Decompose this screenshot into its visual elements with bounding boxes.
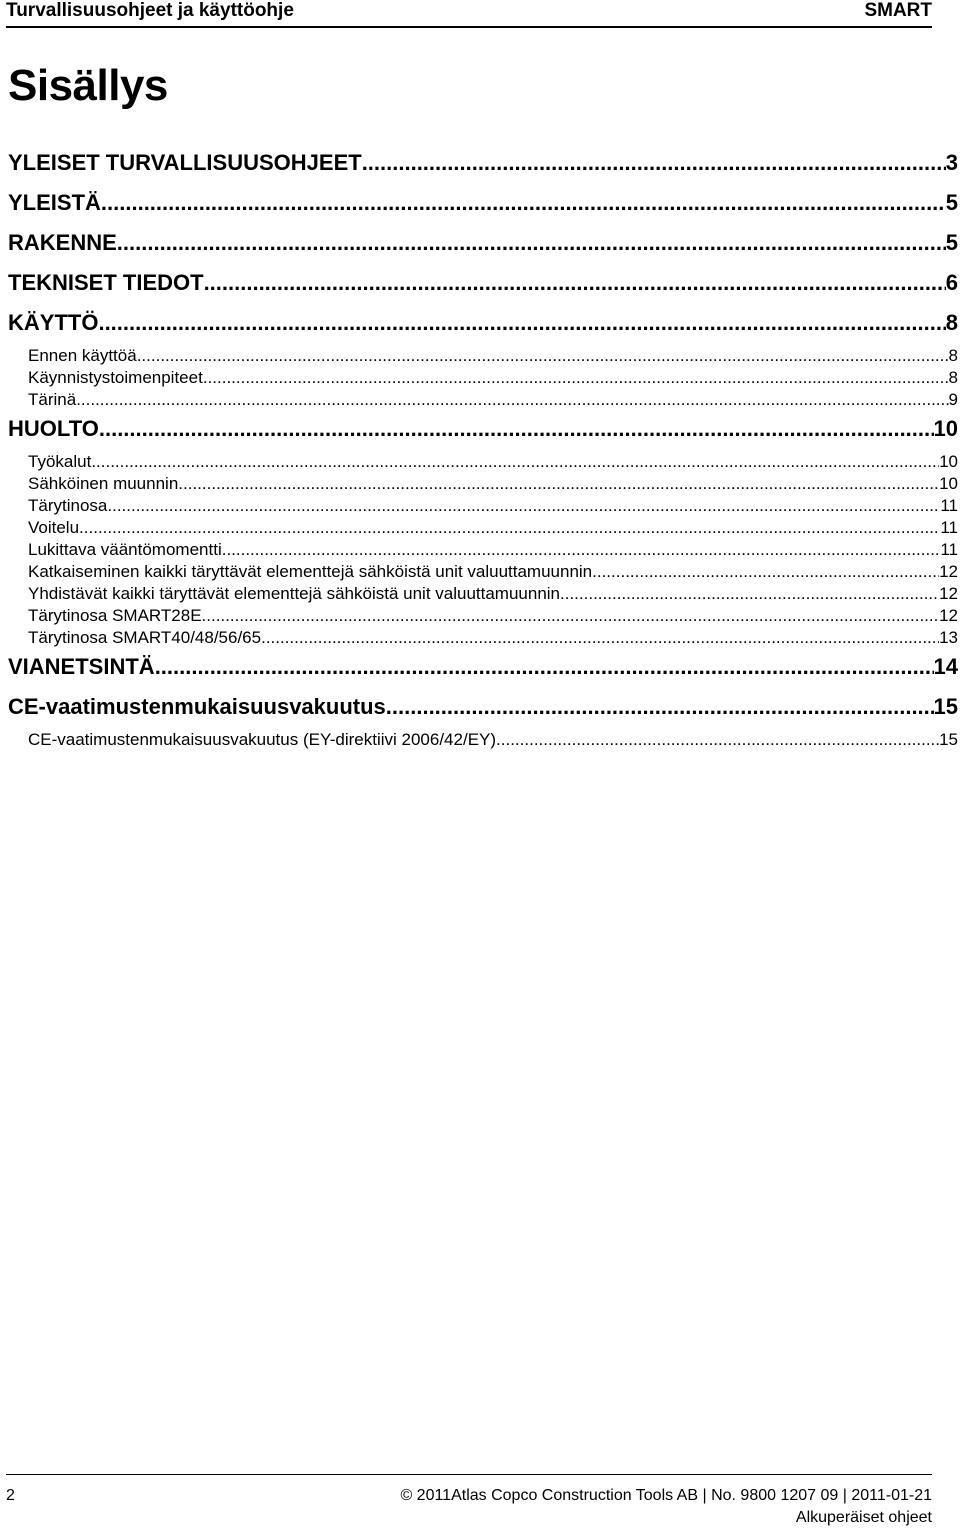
toc-dot-leader [107, 496, 940, 516]
toc-entry-page: 13 [939, 628, 958, 647]
toc-section-entry[interactable] [8, 584, 960, 606]
toc-dot-leader [155, 650, 934, 684]
toc-dot-leader [98, 306, 945, 340]
toc-entry-title: Käynnistystoimenpiteet [28, 368, 203, 387]
toc-entry-page: 5 [945, 190, 958, 215]
toc-entry-page: 14 [933, 654, 958, 679]
toc-entry-page: 6 [945, 270, 958, 295]
toc-dot-leader [204, 266, 946, 300]
toc-entry-page: 8 [945, 310, 958, 335]
toc-dot-leader [99, 412, 934, 446]
toc-entry-page: 3 [945, 150, 958, 175]
toc-section-entry[interactable] [8, 496, 960, 518]
toc-section-entry[interactable] [8, 390, 960, 412]
toc-dot-leader [202, 606, 940, 626]
toc-entry-page: 8 [948, 368, 958, 387]
toc-chapter-entry[interactable] [8, 412, 960, 452]
toc-entry-page: 8 [948, 346, 958, 365]
toc-entry-page: 12 [939, 584, 958, 603]
copyright-notice: © 2011Atlas Copco Construction Tools AB | No. 9800 1207 09 | 2011-01-21 [400, 1487, 932, 1504]
toc-entry-page: 15 [939, 730, 958, 749]
toc-dot-leader [178, 474, 939, 494]
toc-section-entry[interactable] [8, 368, 960, 390]
original-instructions-label: Alkuperäiset ohjeet [795, 1509, 932, 1526]
toc-entry-page: 10 [933, 416, 958, 441]
toc-entry-title: CE-vaatimustenmukaisuusvakuutus (EY-direktiivi 2006/42/EY) [28, 730, 497, 749]
toc-section-entry[interactable] [8, 452, 960, 474]
toc-entry-title: Ennen käyttöä [28, 346, 137, 365]
toc-entry-page: 11 [940, 518, 958, 537]
toc-entry-page: 5 [945, 230, 958, 255]
toc-chapter-entry[interactable] [8, 186, 960, 226]
toc-entry-title: YLEISET TURVALLISUUSOHJEET [8, 150, 362, 175]
toc-chapter-entry[interactable] [8, 690, 960, 730]
toc-entry-title: Sähköinen muunnin [28, 474, 179, 493]
toc-dot-leader [261, 628, 939, 648]
toc-chapter-entry[interactable] [8, 650, 960, 690]
toc-entry-title: YLEISTÄ [8, 190, 101, 215]
toc-entry-title: Tärinä [28, 390, 77, 409]
toc-entry-title: CE-vaatimustenmukaisuusvakuutus [8, 694, 386, 719]
toc-dot-leader [203, 368, 949, 388]
toc-entry-title: Lukittava vääntömomentti [28, 540, 222, 559]
toc-dot-leader [101, 186, 946, 220]
table-of-contents [8, 146, 960, 752]
toc-dot-leader [386, 690, 934, 724]
toc-entry-title: Yhdistävät kaikki täryttävät elementtejä sähköistä unit valuuttamuunnin [28, 584, 561, 603]
toc-dot-leader [79, 518, 940, 538]
toc-dot-leader [362, 146, 946, 180]
toc-entry-title: RAKENNE [8, 230, 117, 255]
toc-dot-leader [76, 390, 948, 410]
toc-entry-page: 11 [940, 496, 958, 515]
page-footer [6, 1474, 932, 1526]
toc-dot-leader [222, 540, 941, 560]
toc-entry-title: VIANETSINTÄ [8, 654, 155, 679]
toc-dot-leader [137, 346, 949, 366]
toc-section-entry[interactable] [8, 346, 960, 368]
toc-dot-leader [592, 562, 939, 582]
toc-dot-leader [117, 226, 946, 260]
toc-entry-page: 12 [939, 562, 958, 581]
toc-dot-leader [91, 452, 939, 472]
toc-dot-leader [496, 730, 939, 750]
toc-entry-title: HUOLTO [8, 416, 99, 441]
toc-section-entry[interactable] [8, 562, 960, 584]
toc-chapter-entry[interactable] [8, 306, 960, 346]
toc-entry-title: TEKNISET TIEDOT [8, 270, 204, 295]
toc-section-entry[interactable] [8, 540, 960, 562]
toc-chapter-entry[interactable] [8, 266, 960, 306]
toc-entry-title: KÄYTTÖ [8, 310, 99, 335]
toc-entry-title: Tärytinosa SMART28E [28, 606, 202, 625]
toc-section-entry[interactable] [8, 518, 960, 540]
toc-section-entry[interactable] [8, 628, 960, 650]
toc-entry-title: Voitelu [28, 518, 80, 537]
toc-entry-page: 9 [948, 390, 958, 409]
toc-entry-page: 11 [940, 540, 958, 559]
toc-section-entry[interactable] [8, 474, 960, 496]
toc-dot-leader [560, 584, 939, 604]
toc-chapter-entry[interactable] [8, 146, 960, 186]
toc-chapter-entry[interactable] [8, 226, 960, 266]
toc-entry-title: Työkalut [28, 452, 92, 471]
toc-section-entry[interactable] [8, 730, 960, 752]
toc-entry-page: 10 [939, 452, 958, 471]
toc-entry-title: Katkaiseminen kaikki täryttävät elementtejä sähköistä unit valuuttamuunnin [28, 562, 593, 581]
toc-entry-page: 10 [939, 474, 958, 493]
page-header [6, 0, 932, 28]
page-title: Sisällys [8, 61, 168, 110]
toc-entry-page: 15 [933, 694, 958, 719]
toc-entry-page: 12 [939, 606, 958, 625]
toc-section-entry[interactable] [8, 606, 960, 628]
page-number: 2 [6, 1487, 15, 1504]
product-name: SMART [864, 0, 932, 21]
document-title: Turvallisuusohjeet ja käyttöohje [6, 0, 294, 21]
toc-entry-title: Tärytinosa SMART40/48/56/65 [28, 628, 262, 647]
toc-entry-title: Tärytinosa [28, 496, 108, 515]
